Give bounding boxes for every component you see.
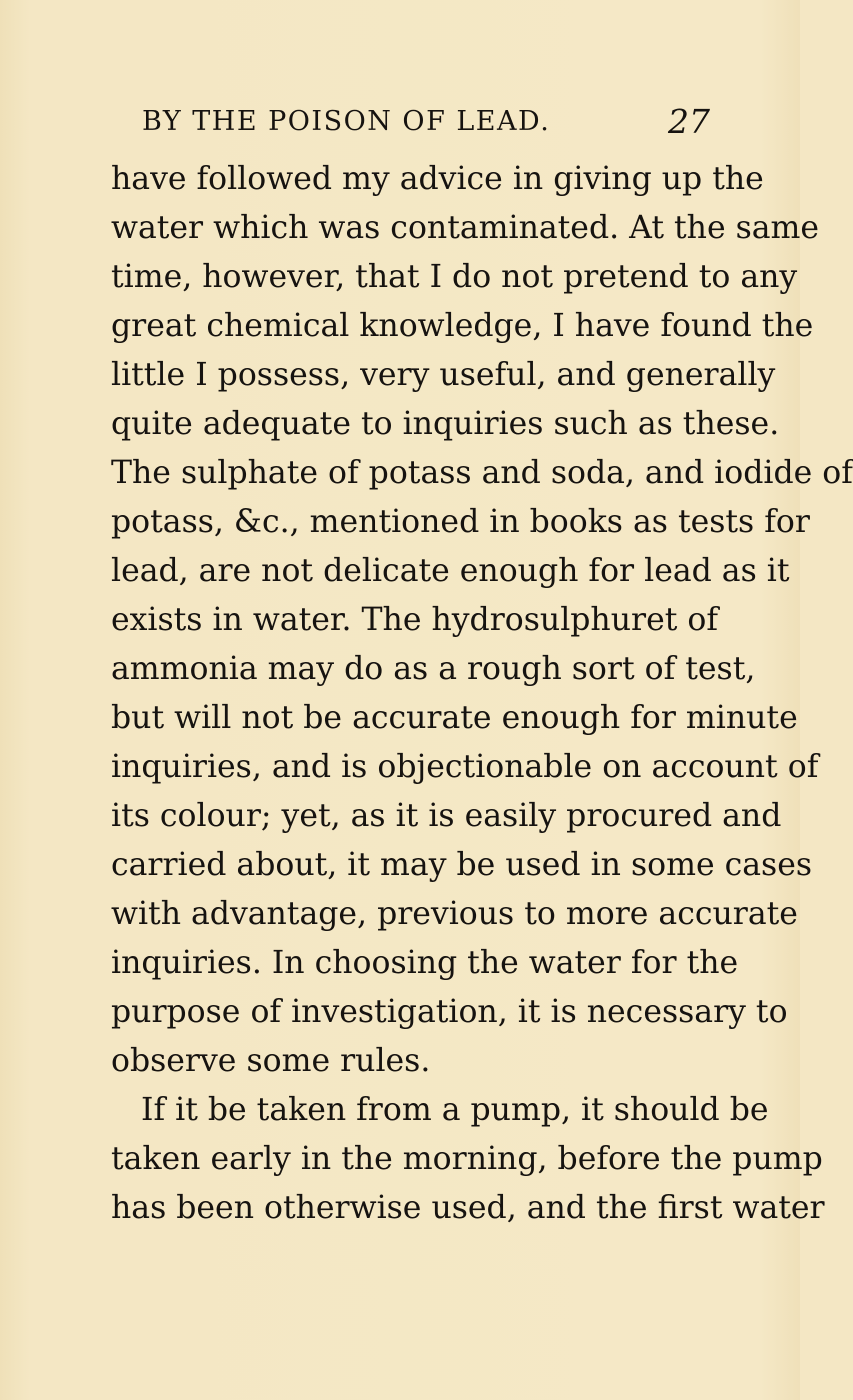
text-line: inquiries. In choosing the water for the bbox=[111, 945, 739, 981]
text-line: ammonia may do as a rough sort of test, bbox=[111, 651, 756, 687]
text-line: little I possess, very useful, and generally bbox=[111, 357, 776, 393]
text-line: have followed my advice in giving up the bbox=[111, 161, 764, 197]
page-number: 27 bbox=[668, 102, 710, 141]
text-line: The sulphate of potass and soda, and iodide of bbox=[111, 455, 853, 491]
text-line: potass, &c., mentioned in books as tests for bbox=[111, 504, 810, 540]
text-line: lead, are not delicate enough for lead as it bbox=[111, 553, 790, 589]
text-line: but will not be accurate enough for minute bbox=[111, 700, 798, 736]
text-line: purpose of investigation, it is necessary to bbox=[111, 994, 788, 1030]
text-line: observe some rules. bbox=[111, 1043, 431, 1079]
body-text bbox=[111, 155, 853, 1233]
text-line: water which was contaminated. At the same bbox=[111, 210, 820, 246]
page-header bbox=[110, 102, 710, 146]
text-line: carried about, it may be used in some cases bbox=[111, 847, 813, 883]
text-line: taken early in the morning, before the pump bbox=[111, 1141, 823, 1177]
text-line: If it be taken from a pump, it should be bbox=[141, 1092, 769, 1128]
text-line: with advantage, previous to more accurate bbox=[111, 896, 798, 932]
text-line: has been otherwise used, and the first water bbox=[111, 1190, 825, 1226]
text-line: inquiries, and is objectionable on account of bbox=[111, 749, 819, 785]
text-line: its colour; yet, as it is easily procured and bbox=[111, 798, 782, 834]
text-line: great chemical knowledge, I have found the bbox=[111, 308, 814, 344]
text-line: quite adequate to inquiries such as these. bbox=[111, 406, 780, 442]
text-line: exists in water. The hydrosulphuret of bbox=[111, 602, 719, 638]
running-head: BY THE POISON OF LEAD. bbox=[142, 106, 551, 137]
text-line: time, however, that I do not pretend to any bbox=[111, 259, 798, 295]
